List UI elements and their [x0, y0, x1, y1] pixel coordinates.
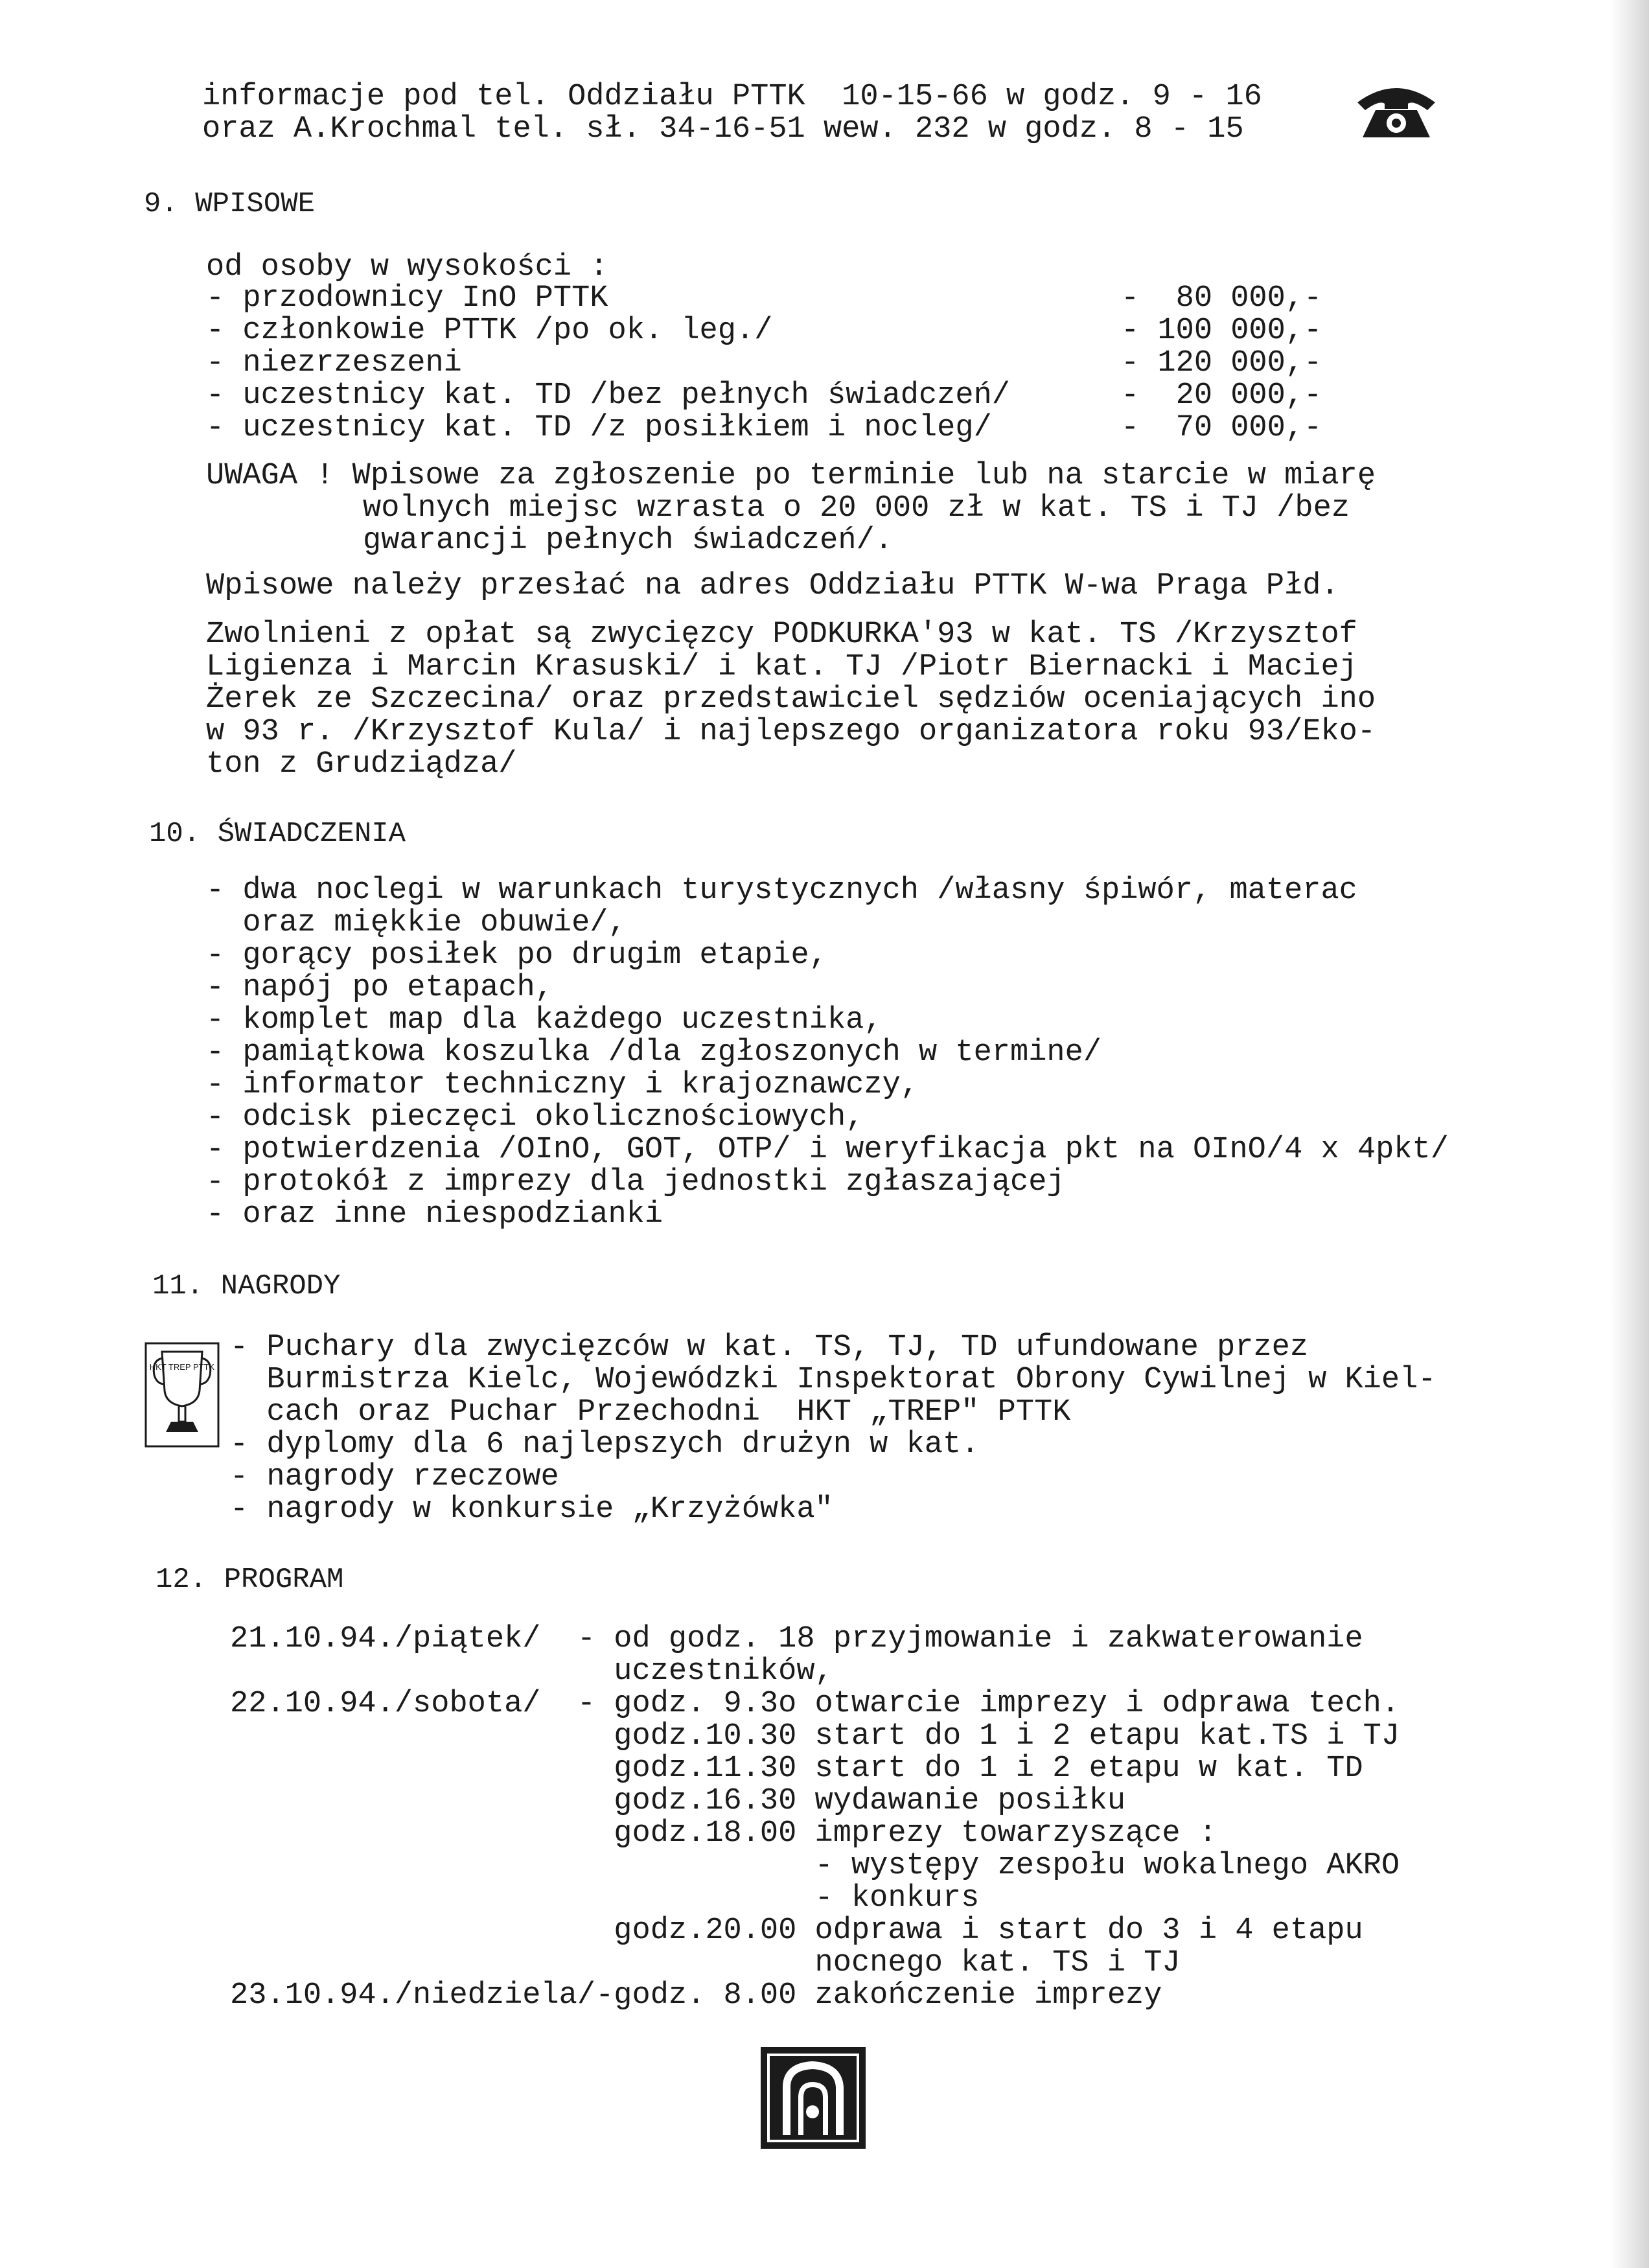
program-row: godz.11.30 start do 1 i 2 etapu w kat. TD	[230, 1752, 1363, 1786]
list-item: - napój po etapach,	[206, 971, 553, 1005]
list-item: - komplet map dla każdego uczestnika,	[206, 1003, 882, 1037]
section-12-heading: 12. PROGRAM	[156, 1564, 344, 1596]
section-9-heading: 9. WPISOWE	[144, 188, 316, 220]
list-item: - protokół z imprezy dla jednostki zgłaszającej	[206, 1165, 1065, 1199]
program-row: uczestników,	[230, 1654, 833, 1689]
program-row: 23.10.94./niedziela/-godz. 8.00 zakończenie imprezy	[230, 1978, 1162, 2013]
list-item: - nagrody rzeczowe	[230, 1460, 559, 1494]
program-row: godz.16.30 wydawanie posiłku	[230, 1784, 1126, 1818]
address-line: Wpisowe należy przesłać na adres Oddziału PTTK W-wa Praga Płd.	[206, 569, 1339, 603]
uwaga-line: gwarancji pełnych świadczeń/.	[363, 524, 893, 558]
program-row: - występy zespołu wokalnego AKRO	[230, 1849, 1400, 1883]
program-row: godz.10.30 start do 1 i 2 etapu kat.TS i TJ	[230, 1719, 1400, 1753]
list-item: - nagrody w konkursie „Krzyżówka"	[230, 1492, 833, 1527]
program-row: 21.10.94./piątek/ - od godz. 18 przyjmowanie i zakwaterowanie	[230, 1622, 1363, 1656]
program-row: - konkurs	[230, 1881, 980, 1915]
fee-label: - członkowie PTTK /po ok. leg./	[206, 314, 773, 348]
exempt-line: Zwolnieni z opłat są zwycięzcy PODKURKA'93 w kat. TS /Krzysztof	[206, 618, 1357, 652]
program-row: 22.10.94./sobota/ - godz. 9.3o otwarcie imprezy i odprawa tech.	[230, 1687, 1400, 1721]
exempt-line: Ligienza i Marcin Krasuski/ i kat. TJ /Piotr Biernacki i Maciej	[206, 650, 1357, 684]
fee-amount: - 80 000,-	[1121, 281, 1322, 316]
list-item: - pamiątkowa koszulka /dla zgłoszonych w termine/	[206, 1036, 1102, 1070]
program-row: nocnego kat. TS i TJ	[230, 1946, 1181, 1980]
program-row: godz.18.00 imprezy towarzyszące :	[230, 1816, 1217, 1851]
telephone-icon	[1351, 78, 1442, 143]
fee-label: - przodownicy InO PTTK	[206, 281, 608, 316]
section-11-heading: 11. NAGRODY	[152, 1270, 341, 1302]
fee-amount: - 100 000,-	[1121, 314, 1322, 348]
fee-lead: od osoby w wysokości :	[206, 250, 608, 284]
exempt-line: ton z Grudziądza/	[206, 747, 517, 781]
section-10-heading: 10. ŚWIADCZENIA	[149, 818, 406, 850]
fee-amount: - 20 000,-	[1121, 378, 1322, 413]
list-item: - odcisk pieczęci okolicznościowych,	[206, 1100, 864, 1135]
intro-line-2: oraz A.Krochmal tel. sł. 34-16-51 wew. 232 w godz. 8 - 15	[202, 112, 1244, 146]
list-item: oraz miękkie obuwie/,	[206, 906, 627, 940]
uwaga-line: UWAGA ! Wpisowe za zgłoszenie po terminie lub na starcie w miarę	[206, 459, 1376, 493]
intro-line-1: informacje pod tel. Oddziału PTTK 10-15-66 w godz. 9 - 16	[202, 80, 1262, 114]
list-item: - dyplomy dla 6 najlepszych drużyn w kat.	[230, 1428, 980, 1462]
fee-label: - uczestnicy kat. TD /bez pełnych świadczeń/	[206, 378, 1011, 413]
fee-amount: - 120 000,-	[1121, 346, 1322, 380]
exempt-line: w 93 r. /Krzysztof Kula/ i najlepszego organizatora roku 93/Eko-	[206, 715, 1376, 749]
uwaga-line: wolnych miejsc wzrasta o 20 000 zł w kat. TS i TJ /bez	[363, 491, 1350, 526]
scanner-edge-shadow	[1610, 0, 1649, 2268]
list-item: - informator techniczny i krajoznawczy,	[206, 1068, 919, 1102]
program-row: godz.20.00 odprawa i start do 3 i 4 etapu	[230, 1914, 1363, 1948]
exempt-line: Żerek ze Szczecina/ oraz przedstawiciel sędziów oceniających ino	[206, 682, 1376, 717]
list-item: - potwierdzenia /OInO, GOT, OTP/ i weryfikacja pkt na OInO/4 x 4pkt/	[206, 1133, 1449, 1167]
list-item: cach oraz Puchar Przechodni HKT „TREP" PTTK	[230, 1395, 1071, 1429]
pttk-logo-icon	[758, 2044, 868, 2151]
list-item: - oraz inne niespodzianki	[206, 1198, 663, 1232]
list-item: - dwa noclegi w warunkach turystycznych /własny śpiwór, materac	[206, 874, 1357, 908]
fee-label: - niezrzeszeni	[206, 346, 462, 380]
list-item: Burmistrza Kielc, Wojewódzki Inspektorat Obrony Cywilnej w Kiel-	[230, 1363, 1436, 1397]
fee-amount: - 70 000,-	[1121, 411, 1322, 445]
list-item: - gorący posiłek po drugim etapie,	[206, 938, 827, 973]
cup-label: HKT TREP PTTK	[149, 1362, 215, 1372]
trophy-cup-icon	[144, 1341, 220, 1448]
fee-label: - uczestnicy kat. TD /z posiłkiem i nocleg/	[206, 411, 992, 445]
list-item: - Puchary dla zwycięzców w kat. TS, TJ, TD ufundowane przez	[230, 1330, 1309, 1365]
